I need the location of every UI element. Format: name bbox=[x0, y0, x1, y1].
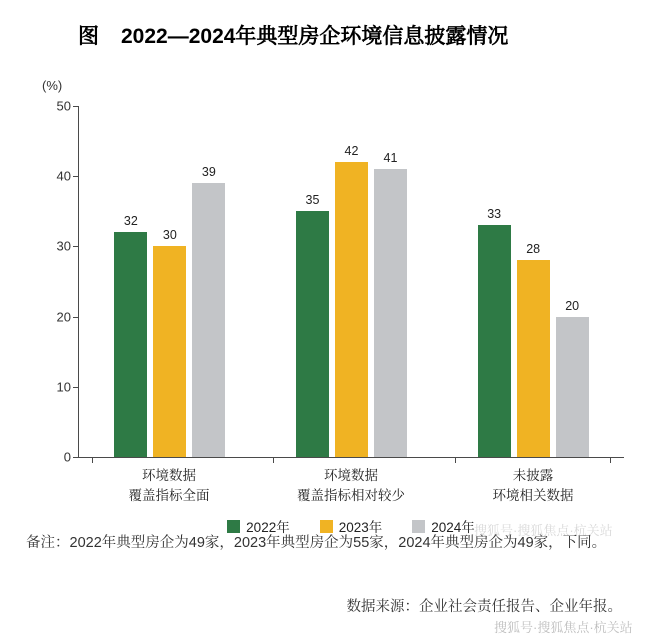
chart-source: 数据来源：企业社会责任报告、企业年报。 bbox=[346, 599, 622, 615]
bar-2024 bbox=[556, 298, 589, 457]
x-tick-label-line: 环境数据 bbox=[324, 468, 378, 483]
chart-remark: 备注：2022年典型房企为49家，2023年典型房企为55家，2024年典型房企为49家，下同。 bbox=[26, 535, 607, 551]
y-tick-label: 10 bbox=[56, 379, 71, 395]
bar-group bbox=[276, 106, 426, 457]
legend-label: 2022年 bbox=[246, 520, 290, 535]
bar-value-label: 42 bbox=[344, 144, 359, 159]
bar-2023 bbox=[335, 144, 368, 457]
legend-label: 2023年 bbox=[338, 520, 383, 535]
y-tick-label: 0 bbox=[63, 449, 71, 465]
bar-value-label: 32 bbox=[123, 214, 138, 229]
y-tick-label: 20 bbox=[56, 309, 71, 325]
bar-value-label: 33 bbox=[487, 207, 502, 222]
bar-2024 bbox=[192, 165, 225, 457]
plot-area bbox=[56, 98, 624, 465]
bar-value-label: 35 bbox=[305, 193, 320, 208]
bar-2023 bbox=[153, 228, 186, 457]
x-tick-label bbox=[448, 466, 618, 506]
x-tick-label bbox=[266, 466, 436, 506]
title-text: 2022—2024年典型房企环境信息披露情况 bbox=[121, 25, 509, 48]
x-axis-labels bbox=[78, 466, 624, 506]
legend-label: 2024年 bbox=[431, 520, 475, 535]
bar-value-label: 41 bbox=[383, 151, 398, 166]
x-tick-label-line: 未披露 bbox=[512, 468, 554, 483]
x-tick-label bbox=[84, 466, 254, 506]
x-tick-label-line: 环境数据 bbox=[142, 468, 196, 483]
x-tick-label-line: 覆盖指标相对较少 bbox=[297, 488, 405, 503]
bar-groups bbox=[79, 106, 624, 457]
y-tick-label: 50 bbox=[56, 98, 71, 114]
bar-2022 bbox=[114, 214, 147, 457]
bar-2022 bbox=[296, 193, 329, 457]
y-axis-unit: (%) bbox=[42, 78, 63, 93]
y-tick-label: 30 bbox=[56, 238, 71, 254]
x-tick-label-line: 覆盖指标全面 bbox=[128, 488, 210, 503]
bar-value-label: 30 bbox=[162, 228, 177, 243]
x-tick-label-line: 环境相关数据 bbox=[492, 488, 574, 503]
bar-2023 bbox=[517, 242, 550, 457]
watermark: 搜狐号·搜狐焦点·杭关站 bbox=[494, 620, 633, 635]
bar-2022 bbox=[478, 207, 511, 457]
chart-title bbox=[78, 20, 508, 50]
bar-value-label: 28 bbox=[526, 242, 541, 257]
y-tick-label: 40 bbox=[56, 168, 71, 184]
bar-group bbox=[95, 106, 245, 457]
bar-value-label: 20 bbox=[565, 298, 580, 313]
bar-value-label: 39 bbox=[201, 165, 216, 180]
watermark: 搜狐号·搜狐焦点·杭关站 bbox=[474, 523, 613, 538]
title-figure-mark: 图 bbox=[78, 25, 99, 48]
bar-2024 bbox=[374, 151, 407, 457]
bar-group bbox=[458, 106, 608, 457]
